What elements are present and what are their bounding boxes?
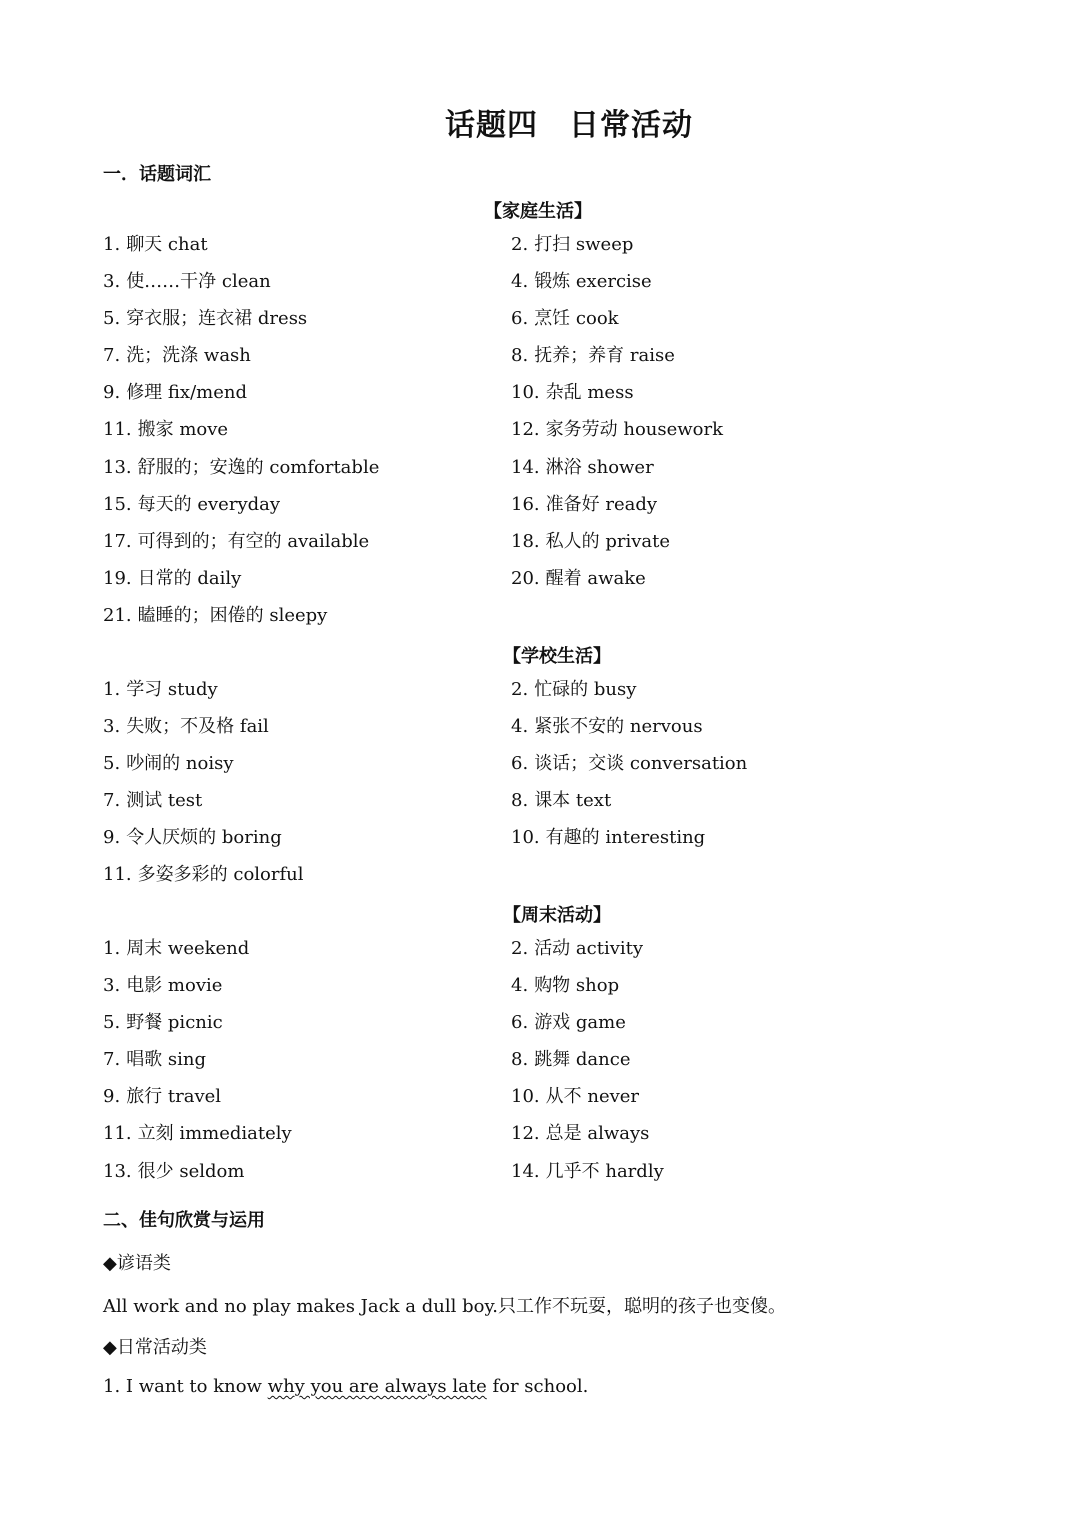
vocab-item: [103, 417, 511, 454]
vocab-item-number: 18.: [511, 530, 540, 552]
vocab-item: [103, 603, 511, 640]
vocab-item-number: 9.: [103, 1086, 121, 1108]
vocab-item: [511, 1121, 933, 1158]
vocab-item: [511, 1010, 933, 1047]
category-label-school-life: 【学校生活】: [503, 646, 611, 667]
vocab-item: [511, 825, 933, 862]
vocab-item-text: 谈话；交谈 conversation: [534, 753, 748, 775]
vocab-item: [103, 306, 511, 343]
vocab-item-number: 3.: [103, 975, 121, 997]
vocab-item-number: 13.: [103, 456, 132, 478]
vocab-item-text: 旅行 travel: [126, 1086, 222, 1108]
page-title: 话题四 日常活动: [445, 108, 693, 143]
vocab-item-number: 8.: [511, 790, 529, 812]
vocab-item-text: 跳舞 dance: [534, 1049, 631, 1071]
vocab-item-number: 2.: [511, 234, 529, 255]
vocab-item-number: 14.: [511, 456, 540, 478]
vocab-item: [511, 455, 933, 492]
vocab-item-text: 很少 seldom: [137, 1160, 245, 1182]
vocab-item-text: 紧张不安的 nervous: [534, 716, 703, 738]
vocab-item-number: 5.: [103, 308, 121, 330]
vocab-item-text: 烹饪 cook: [534, 308, 619, 330]
vocab-item: [511, 1084, 933, 1121]
vocab-item-text: 忙碌的 busy: [534, 679, 637, 700]
vocab-item-number: 6.: [511, 1012, 529, 1034]
vocab-item-number: 1.: [103, 679, 121, 700]
vocab-item: [103, 529, 511, 566]
proverb-sentence: All work and no play makes Jack a dull boy.只工作不玩耍，聪明的孩子也变傻。: [103, 1296, 786, 1317]
vocab-item: [511, 566, 933, 603]
vocab-item-number: 10.: [511, 827, 540, 849]
vocab-item-number: 4.: [511, 271, 529, 293]
vocab-item: [511, 973, 933, 1010]
vocab-item-text: 淋浴 shower: [545, 456, 654, 478]
vocab-item-text: 杂乱 mess: [545, 382, 634, 404]
vocab-list-weekend-activities: [103, 936, 933, 1196]
vocab-item: [103, 1159, 511, 1196]
vocab-item-text: 失败；不及格 fail: [126, 716, 269, 738]
example-suffix: for school.: [486, 1376, 589, 1397]
vocab-item-number: 16.: [511, 493, 540, 515]
vocab-item-text: 可得到的；有空的 available: [137, 530, 370, 552]
vocab-item-number: 7.: [103, 790, 121, 812]
vocab-item-text: 舒服的；安逸的 comfortable: [137, 456, 380, 478]
example-prefix: 1. I want to know: [103, 1376, 268, 1397]
vocab-item-text: 立刻 immediately: [137, 1123, 292, 1145]
vocab-item: [511, 343, 933, 380]
vocab-item: [511, 492, 933, 529]
vocab-item: [103, 1047, 511, 1084]
vocab-item: [103, 936, 511, 973]
vocab-item-text: 有趣的 interesting: [545, 827, 706, 849]
vocab-item-number: 2.: [511, 938, 529, 959]
vocab-item: [103, 788, 511, 825]
vocab-item-number: 6.: [511, 308, 529, 330]
vocab-list-school-life: [103, 677, 933, 900]
vocab-item-number: 3.: [103, 271, 121, 293]
vocab-item-text: 电影 movie: [126, 975, 223, 997]
vocab-item-number: 11.: [103, 864, 132, 886]
vocab-item-number: 14.: [511, 1160, 540, 1182]
vocab-item-text: 锻炼 exercise: [534, 271, 652, 293]
vocab-item-text: 令人厌烦的 boring: [126, 827, 282, 849]
vocab-item-number: 19.: [103, 567, 132, 589]
vocab-item: [103, 380, 511, 417]
vocab-item: [511, 1047, 933, 1084]
vocab-item-number: 5.: [103, 1012, 121, 1034]
vocab-item-number: 7.: [103, 1049, 121, 1071]
vocab-item-text: 私人的 private: [545, 530, 671, 552]
vocab-item-number: 9.: [103, 827, 121, 849]
vocab-item: [511, 417, 933, 454]
vocab-item: [511, 380, 933, 417]
vocab-item-number: 8.: [511, 345, 529, 367]
vocab-item-text: 总是 always: [545, 1123, 650, 1145]
vocab-item-number: 12.: [511, 1123, 540, 1145]
vocab-item: [103, 232, 511, 269]
vocab-item-text: 学习 study: [126, 679, 218, 700]
vocab-item-number: 20.: [511, 567, 540, 589]
vocab-item-number: 11.: [103, 1123, 132, 1145]
vocab-item-number: 15.: [103, 493, 132, 515]
example-underlined-clause: why you are always late: [267, 1376, 487, 1397]
vocab-item-number: 17.: [103, 530, 132, 552]
vocab-item: [103, 269, 511, 306]
vocab-item-text: 活动 activity: [534, 938, 644, 959]
vocab-item-text: 日常的 daily: [137, 567, 242, 589]
vocab-item-text: 瞌睡的；困倦的 sleepy: [137, 604, 328, 626]
vocab-item-text: 野餐 picnic: [126, 1012, 223, 1034]
vocab-item: [103, 714, 511, 751]
vocab-item-number: 2.: [511, 679, 529, 700]
vocab-item-text: 几乎不 hardly: [545, 1160, 664, 1182]
vocab-item: [103, 751, 511, 788]
vocab-item: [511, 232, 933, 269]
daily-activity-subheading: ◆日常活动类: [103, 1337, 207, 1358]
vocab-item-text: 多姿多彩的 colorful: [137, 864, 304, 886]
vocab-item-number: 6.: [511, 753, 529, 775]
example-sentence-1: [103, 1376, 588, 1397]
vocab-item-text: 搬家 move: [137, 419, 229, 441]
vocab-item: [511, 529, 933, 566]
vocab-item-text: 洗；洗涤 wash: [126, 345, 251, 367]
vocab-item: [511, 714, 933, 751]
vocab-item: [103, 973, 511, 1010]
vocab-item-number: 10.: [511, 1086, 540, 1108]
vocab-item-text: 课本 text: [534, 790, 612, 812]
vocab-item-text: 吵闹的 noisy: [126, 753, 234, 775]
vocab-item: [103, 1010, 511, 1047]
vocab-item-text: 游戏 game: [534, 1012, 626, 1034]
vocab-item-number: 4.: [511, 716, 529, 738]
vocab-item-text: 聊天 chat: [126, 234, 208, 255]
vocab-item-text: 穿衣服；连衣裙 dress: [126, 308, 308, 330]
vocab-item-number: 3.: [103, 716, 121, 738]
vocab-item: [511, 751, 933, 788]
vocab-item: [511, 1159, 933, 1196]
vocab-list-home-life: [103, 232, 933, 640]
vocab-item: [103, 566, 511, 603]
category-label-home-life: 【家庭生活】: [484, 201, 592, 222]
vocab-item: [511, 306, 933, 343]
vocab-item: [103, 1084, 511, 1121]
vocab-item: [103, 862, 511, 899]
vocab-item-text: 准备好 ready: [545, 493, 658, 515]
vocab-item-text: 从不 never: [545, 1086, 640, 1108]
vocab-item-number: 1.: [103, 234, 121, 255]
vocab-item: [511, 936, 933, 973]
vocab-item-number: 10.: [511, 382, 540, 404]
vocab-item-number: 1.: [103, 938, 121, 959]
proverb-subheading: ◆谚语类: [103, 1253, 171, 1274]
vocab-item-number: 4.: [511, 975, 529, 997]
vocab-item-text: 家务劳动 housework: [545, 419, 724, 441]
vocab-item-text: 每天的 everyday: [137, 493, 281, 515]
vocab-item: [103, 492, 511, 529]
vocab-item-number: 5.: [103, 753, 121, 775]
vocab-item-text: 测试 test: [126, 790, 203, 812]
vocab-item-number: 8.: [511, 1049, 529, 1071]
vocab-item-number: 7.: [103, 345, 121, 367]
vocab-item: [103, 343, 511, 380]
vocab-item-text: 唱歌 sing: [126, 1049, 207, 1071]
vocab-item: [511, 677, 933, 714]
vocab-item: [511, 269, 933, 306]
vocab-item-text: 打扫 sweep: [534, 234, 634, 255]
vocab-item-text: 修理 fix/mend: [126, 382, 247, 404]
vocab-item-text: 使……干净 clean: [126, 271, 271, 293]
vocab-item: [511, 788, 933, 825]
section-heading-sentences: 二、佳句欣赏与运用: [103, 1210, 265, 1231]
vocab-item-text: 抚养；养育 raise: [534, 345, 675, 367]
vocab-item: [103, 825, 511, 862]
vocab-item: [103, 1121, 511, 1158]
vocab-item-text: 周末 weekend: [126, 938, 250, 959]
vocab-item-number: 9.: [103, 382, 121, 404]
vocab-item-number: 21.: [103, 604, 132, 626]
vocab-item-number: 13.: [103, 1160, 132, 1182]
vocab-item: [103, 455, 511, 492]
section-heading-vocabulary: 一．话题词汇: [103, 164, 211, 185]
vocab-item-number: 11.: [103, 419, 132, 441]
vocab-item: [103, 677, 511, 714]
vocab-item-number: 12.: [511, 419, 540, 441]
vocab-item-text: 醒着 awake: [545, 567, 646, 589]
category-label-weekend-activities: 【周末活动】: [503, 905, 611, 926]
vocab-item-text: 购物 shop: [534, 975, 620, 997]
